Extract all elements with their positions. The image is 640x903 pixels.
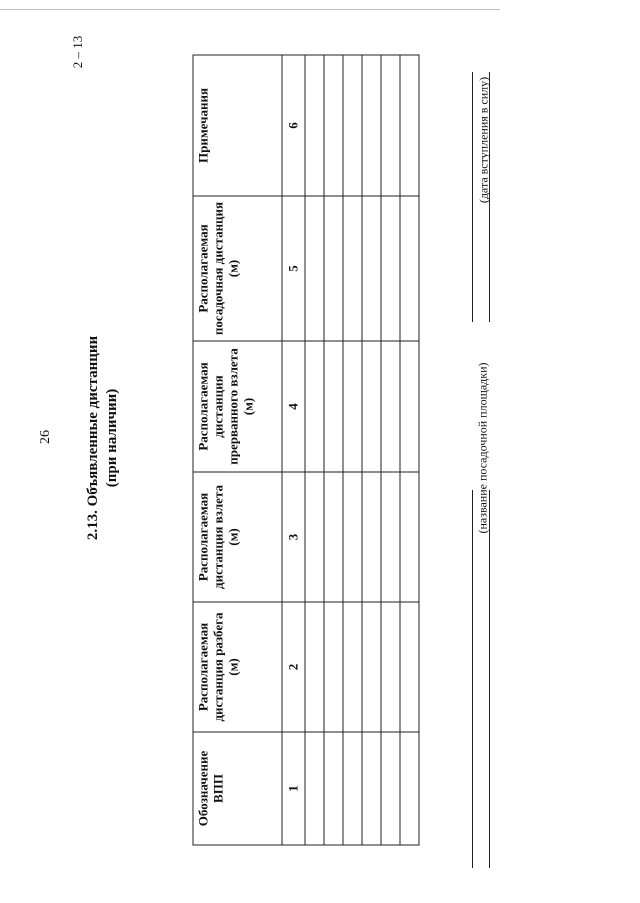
table-cell[interactable] (324, 341, 343, 472)
table-cell[interactable] (362, 196, 381, 341)
section-title (84, 336, 122, 540)
table-row (343, 55, 362, 845)
table-header-row (193, 55, 282, 845)
section-title-main: 2.13. Объявленные дистанции (85, 335, 101, 541)
table-cell[interactable] (381, 196, 400, 341)
table-row (305, 55, 324, 845)
header-takeoff-distance-available: Располагаемая дистанция взлета (м) (193, 472, 282, 602)
table-cell[interactable] (400, 602, 419, 732)
header-remarks: Примечания (193, 55, 282, 196)
table-cell[interactable] (305, 341, 324, 472)
table-cell[interactable] (324, 732, 343, 845)
table-cell[interactable] (343, 341, 362, 472)
table-cell[interactable] (362, 602, 381, 732)
table-cell[interactable] (343, 196, 362, 341)
table-cell[interactable] (400, 472, 419, 602)
effective-date-caption: (дата вступления в силу) (476, 76, 491, 204)
table-cell[interactable] (400, 732, 419, 845)
table-cell[interactable] (400, 196, 419, 341)
column-number: 2 (282, 602, 305, 732)
top-border-line (0, 9, 500, 10)
table-cell[interactable] (400, 341, 419, 472)
section-title-note: (при наличии) (104, 388, 120, 488)
table-row (400, 55, 419, 845)
table-cell[interactable] (381, 602, 400, 732)
site-name-caption: (название посадочной площадки) (475, 362, 490, 534)
header-landing-distance-available: Располагаемая посадочная дистанция (м) (193, 196, 282, 341)
page-code: 2 – 13 (70, 35, 85, 69)
column-number: 3 (282, 472, 305, 602)
table-cell[interactable] (343, 55, 362, 196)
header-runway-designation: Обозначение ВПП (193, 732, 282, 845)
table-cell[interactable] (324, 55, 343, 196)
table-cell[interactable] (324, 196, 343, 341)
table-cell[interactable] (305, 472, 324, 602)
table-cell[interactable] (400, 55, 419, 196)
table-cell[interactable] (381, 55, 400, 196)
table-cell[interactable] (305, 55, 324, 196)
table-cell[interactable] (305, 602, 324, 732)
table-row (324, 55, 343, 845)
table-cell[interactable] (324, 472, 343, 602)
page-number: 26 (38, 430, 53, 444)
column-number: 5 (282, 196, 305, 341)
table-cell[interactable] (343, 602, 362, 732)
table-row (381, 55, 400, 845)
table-cell[interactable] (362, 732, 381, 845)
table-cell[interactable] (305, 196, 324, 341)
header-accelerate-stop-distance: Располагаемая дистанция прерванного взлета (м) (193, 341, 282, 472)
table-cell[interactable] (362, 55, 381, 196)
table-row (362, 55, 381, 845)
table-cell[interactable] (381, 341, 400, 472)
column-number: 4 (282, 341, 305, 472)
table-cell[interactable] (305, 732, 324, 845)
column-number: 6 (282, 55, 305, 196)
table-cell[interactable] (362, 341, 381, 472)
column-number-row (282, 55, 305, 845)
table-cell[interactable] (343, 732, 362, 845)
table-cell[interactable] (343, 472, 362, 602)
table-cell[interactable] (324, 602, 343, 732)
header-takeoff-run-available: Располагаемая дистанция разбега (м) (193, 602, 282, 732)
table-cell[interactable] (381, 472, 400, 602)
table-cell[interactable] (381, 732, 400, 845)
column-number: 1 (282, 732, 305, 845)
declared-distances-table (193, 55, 420, 846)
table-cell[interactable] (362, 472, 381, 602)
